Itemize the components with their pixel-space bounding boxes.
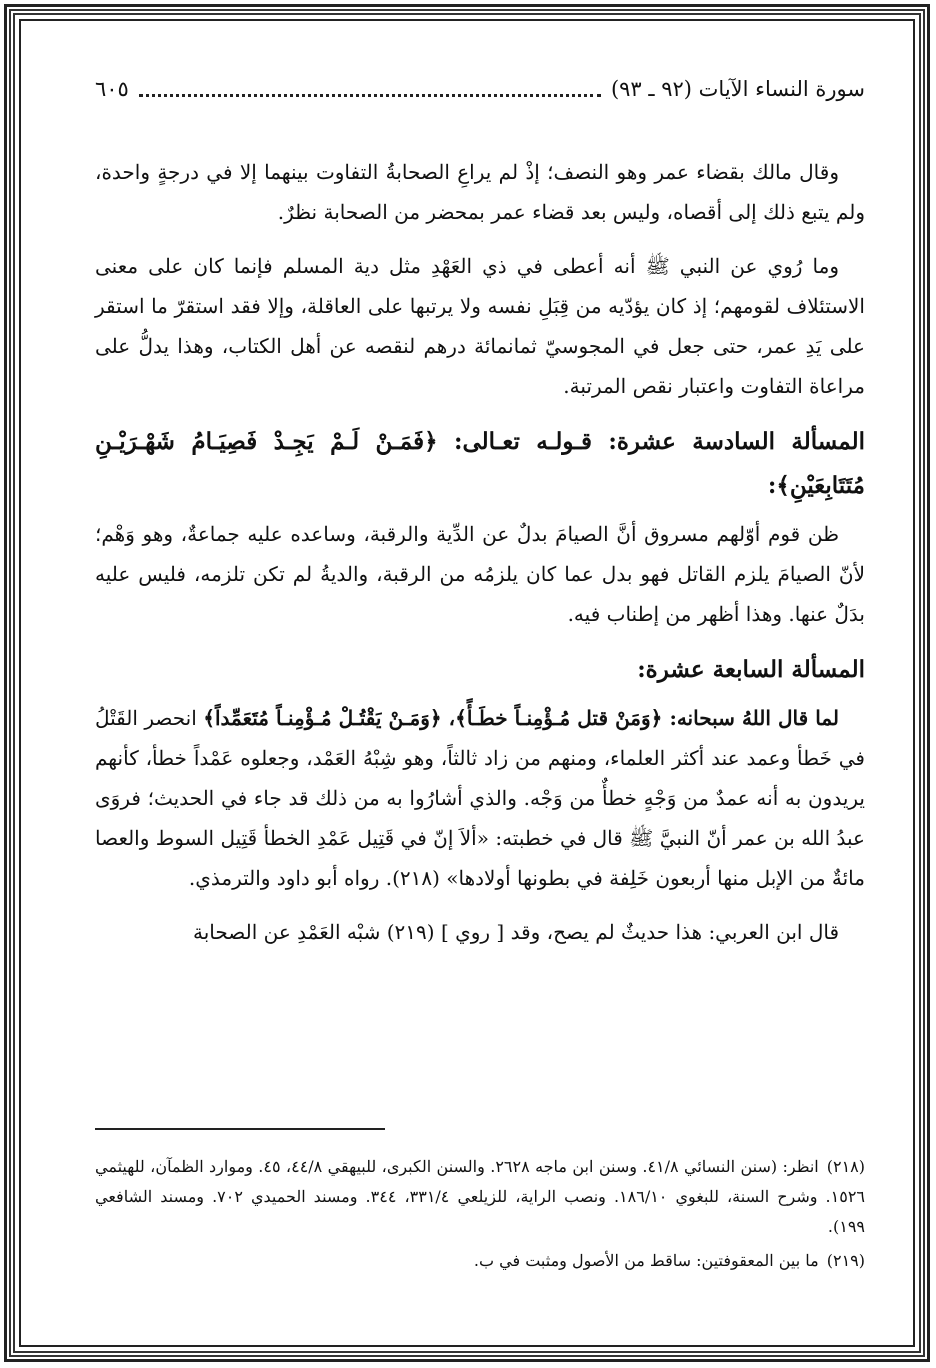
section-heading-17: المسألة السابعة عشرة: <box>637 656 865 683</box>
paragraph: وقال مالك بقضاء عمر وهو النصف؛ إذْ لم يراعِ الصحابةُ التفاوت بينهما إلا في درجةٍ واحدة، ولم يتبع ذلك إلى أقصاه، وليس بعد قضاء عمر بمحضر من الصحابة نظرٌ. <box>95 160 865 224</box>
main-text <box>95 152 865 966</box>
footnotes <box>95 1152 865 1280</box>
quran-verse: لما قال اللهُ سبحانه: ﴿وَمَنْ قتل مُـؤْمِنـاً خطَـأً﴾، ﴿وَمَـنْ يَقْتُـلْ مُـؤْمِنـاً مُتَعَمِّداً﴾ <box>203 706 839 730</box>
book-page <box>95 60 865 1310</box>
paragraph: وما رُوي عن النبي ﷺ أنه أعطى في ذي العَهْدِ مثل دية المسلم فإنما كان على معنى الاستئلاف لقومهم؛ إذ كان يؤدّيه من قِبَلِ نفسه ولا يرتبها على العاقلة، وإلا فقد استقرّ ما استقر على يَدِ عمر، حتى جعل في المجوسيّ ثمانمائة درهم لنقصه عن أهل الكتاب، وهذا يدلُّ على مراعاة التفاوت واعتبار نقص المرتبة. <box>95 254 865 398</box>
footnote-number: (٢١٩) <box>826 1251 865 1270</box>
header-dot-leader <box>139 94 601 97</box>
paragraph: ظن قوم أوّلهم مسروق أنَّ الصيامَ بدلٌ عن الدِّية والرقبة، وساعده عليه جماعةٌ، وهو وَهْم؛ لأنّ الصيامَ يلزم القاتل فهو بدل عما كان يلزمُه من الرقبة، والديةُ لم تكن تلزمه، فليس عليه بدَلٌ عنها. وهذا أظهر من إطناب فيه. <box>95 522 865 626</box>
page-number: ٦٠٥ <box>95 77 129 101</box>
footnote-number: (٢١٨) <box>826 1157 866 1176</box>
header-title: سورة النساء الآيات (٩٢ ـ ٩٣) <box>610 77 865 101</box>
section-heading-16: المسألة السادسة عشرة: قـولـه تعـالى: ﴿فَمَـنْ لَـمْ يَجِـدْ فَصِيَـامُ شَهْـرَيْـنِ مُتَتَابِعَيْنِ﴾: <box>95 428 865 499</box>
footnote <box>95 1246 865 1276</box>
footnote <box>95 1152 865 1242</box>
paragraph <box>95 698 865 898</box>
paragraph-text: انحصر القَتْلُ في خَطأ وعمد عند أكثر العلماء، ومنهم من زاد ثالثاً، وهو شِبْهُ العَمْد، وجعلوه عَمْداً خطأ، كأنهم يريدون به أنه عمدٌ من وَجْهٍ خطأٌ من وَجْه. والذي أشارُوا به من ذلك قد جاء في الحديث؛ فروَى عبدُ الله بن عمر أنّ النبيَّ ﷺ قال في خطبته: «ألاَ إنّ في قَتِيل عَمْدِ الخطأ قَتِيل السوط والعصا مائةٌ من الإبل منها أربعون خَلِفة في بطونها أولادها» (٢١٨). رواه أبو داود والترمذي. <box>95 706 865 890</box>
running-header <box>95 72 865 106</box>
footnote-separator <box>95 1128 385 1130</box>
footnote-text: ما بين المعقوفتين: ساقط من الأصول ومثبت في ب. <box>473 1251 819 1270</box>
paragraph: قال ابن العربي: هذا حديثٌ لم يصح، وقد [ روي ] (٢١٩) شبْه العَمْدِ عن الصحابة <box>192 920 839 944</box>
footnote-text: انظر: (سنن النسائي ٤١/٨. وسنن ابن ماجه ٢٦٢٨. والسنن الكبرى، للبيهقي ٤٤/٨، ٤٥. وموارد الظمآن، للهيثمي ١٥٢٦. وشرح السنة، للبغوي ١٨٦/١٠. ونصب الراية، للزيلعي ٣٣١/٤، ٣٤٤. ومسند الحميدي ٧٠٢. ومسند الشافعي ١٩٩). <box>95 1157 866 1236</box>
